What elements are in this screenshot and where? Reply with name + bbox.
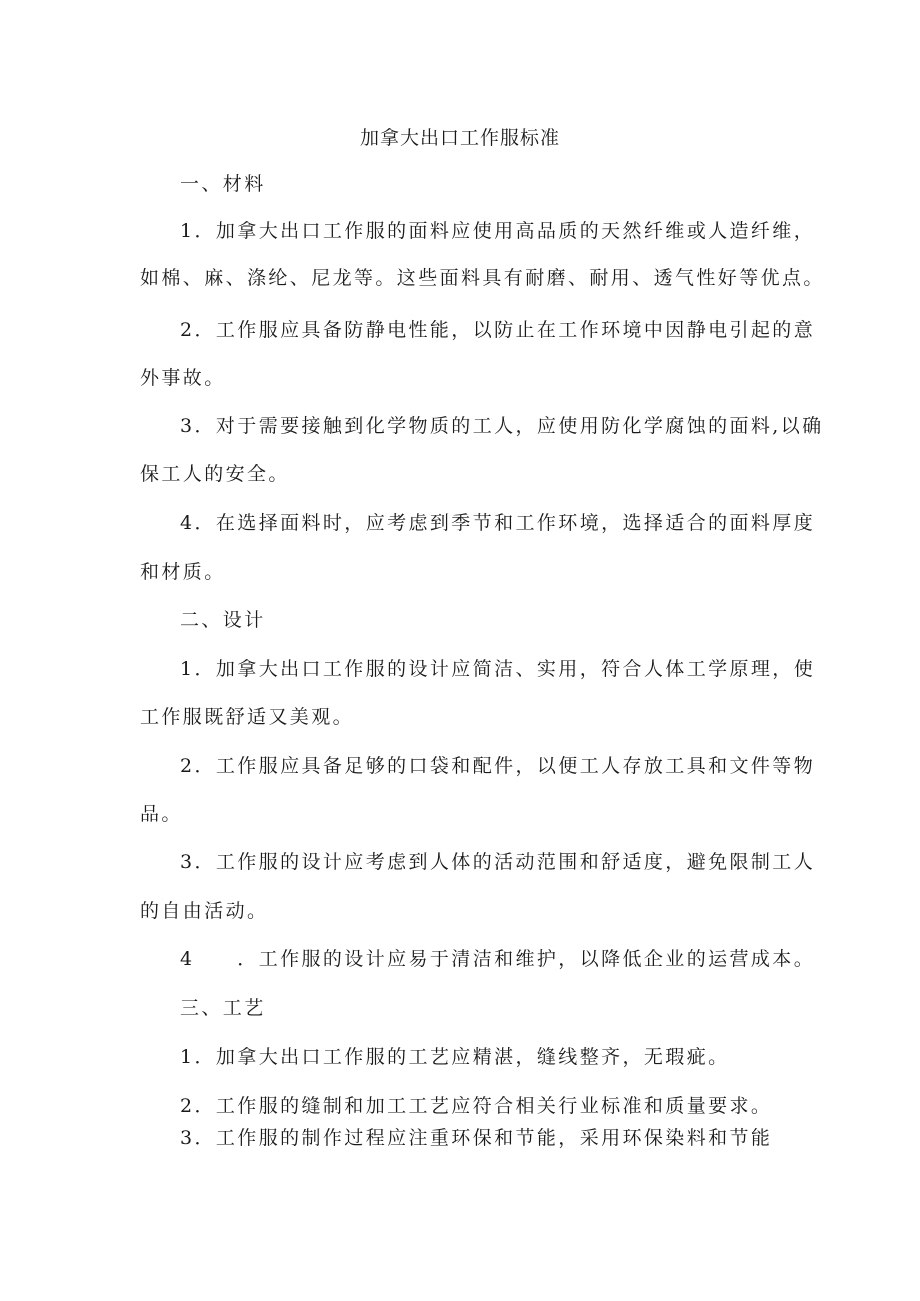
paragraph-line: 1．加拿大出口工作服的面料应使用高品质的天然纤维或人造纤维， — [180, 220, 816, 242]
paragraph-line: 2．工作服应具备足够的口袋和配件，以便工人存放工具和文件等物 — [180, 755, 816, 777]
document-title: 加拿大出口工作服标准 — [359, 127, 560, 149]
paragraph-line: 1．加拿大出口工作服的工艺应精湛，缝线整齐，无瑕疵。 — [180, 1046, 730, 1068]
paragraph-line: 工作服既舒适又美观。 — [140, 706, 355, 728]
paragraph-line: 2．工作服应具备防静电性能，以防止在工作环境中因静电引起的意 — [180, 319, 816, 341]
paragraph-line: 3．工作服的制作过程应注重环保和节能，采用环保染料和节能 — [180, 1127, 773, 1149]
paragraph-line: 4 ．工作服的设计应易于清洁和维护，以降低企业的运营成本。 — [180, 948, 816, 970]
paragraph-line: 3．工作服的设计应考虑到人体的活动范围和舒适度，避免限制工人 — [180, 851, 816, 873]
paragraph-line: 4．在选择面料时，应考虑到季节和工作环境，选择适合的面料厚度 — [180, 512, 816, 534]
section-heading-materials: 一、材料 — [180, 173, 266, 195]
paragraph-line: 外事故。 — [140, 367, 226, 389]
section-heading-craft: 三、工艺 — [180, 997, 266, 1019]
section-heading-design: 二、设计 — [180, 609, 266, 631]
paragraph-line: 2．工作服的缝制和加工工艺应符合相关行业标准和质量要求。 — [180, 1095, 773, 1117]
paragraph-line: 如棉、麻、涤纶、尼龙等。这些面料具有耐磨、耐用、透气性好等优点。 — [140, 267, 825, 289]
paragraph-line: 品。 — [140, 803, 183, 825]
paragraph-line: 保工人的安全。 — [140, 463, 290, 485]
paragraph-line: 1．加拿大出口工作服的设计应简洁、实用，符合人体工学原理，使 — [180, 658, 816, 680]
paragraph-line: 的自由活动。 — [140, 900, 269, 922]
paragraph-line: 3．对于需要接触到化学物质的工人，应使用防化学腐蚀的面料,以确 — [180, 415, 824, 437]
paragraph-line: 和材质。 — [140, 561, 226, 583]
